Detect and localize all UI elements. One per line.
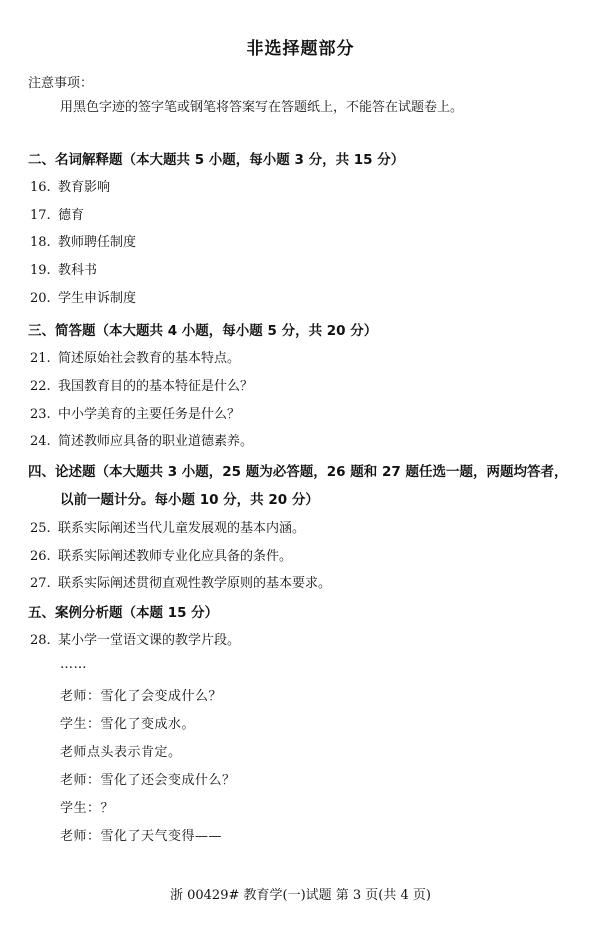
question-28 — [30, 629, 240, 648]
question-22 — [30, 375, 253, 394]
question-18 — [30, 231, 136, 250]
question-text: 德育 — [58, 208, 85, 223]
question-number: 21. — [30, 351, 51, 366]
question-16 — [30, 176, 110, 195]
notice-label: 注意事项： — [28, 76, 94, 91]
question-number: 17. — [30, 208, 51, 223]
section-heading-5: 五、案例分析题（本题 15 分） — [28, 605, 219, 621]
section-heading-3: 三、简答题（本大题共 4 小题，每小题 5 分，共 20 分） — [28, 323, 378, 339]
section-heading-4: 四、论述题（本大题共 3 小题，25 题为必答题，26 题和 27 题任选一题，两题均答者， — [28, 464, 568, 480]
question-number: 24. — [30, 434, 51, 449]
question-text: 某小学一堂语文课的教学片段。 — [58, 633, 241, 648]
notice-text: 用黑色字迹的签字笔或钢笔将答案写在答题纸上，不能答在试题卷上。 — [60, 100, 464, 115]
question-number: 18. — [30, 235, 51, 250]
case-line: 学生：？ — [60, 801, 115, 816]
question-24 — [30, 430, 253, 449]
question-number: 28. — [30, 633, 51, 648]
question-27 — [30, 572, 331, 591]
question-text: 简述教师应具备的职业道德素养。 — [58, 434, 254, 449]
page-footer: 浙 00429# 教育学(一)试题 第 3 页(共 4 页) — [169, 888, 431, 903]
question-number: 26. — [30, 549, 51, 564]
case-line: 学生：雪化了变成水。 — [60, 717, 196, 732]
question-text: 学生申诉制度 — [58, 291, 137, 306]
question-number: 20. — [30, 291, 51, 306]
question-25 — [30, 517, 305, 536]
section-heading-4-cont: 以前一题计分。每小题 10 分，共 20 分） — [60, 492, 319, 508]
question-17 — [30, 204, 84, 223]
section-heading-2: 二、名词解释题（本大题共 5 小题，每小题 3 分，共 15 分） — [28, 152, 405, 168]
question-number: 23. — [30, 407, 51, 422]
question-text: 教师聘任制度 — [58, 235, 137, 250]
case-line: 老师：雪化了会变成什么？ — [60, 689, 223, 704]
question-number: 19. — [30, 263, 51, 278]
question-text: 联系实际阐述贯彻直观性教学原则的基本要求。 — [58, 576, 332, 591]
question-number: 27. — [30, 576, 51, 591]
question-number: 25. — [30, 521, 51, 536]
question-23 — [30, 403, 240, 422]
case-line: 老师：雪化了还会变成什么？ — [60, 773, 236, 788]
question-text: 教科书 — [58, 263, 98, 278]
question-text: 我国教育目的的基本特征是什么？ — [58, 379, 254, 394]
case-line-ellipsis: …… — [60, 657, 87, 672]
question-text: 联系实际阐述教师专业化应具备的条件。 — [58, 549, 293, 564]
question-number: 16. — [30, 180, 51, 195]
case-line: 老师：雪化了天气变得—— — [60, 829, 223, 844]
question-number: 22. — [30, 379, 51, 394]
question-text: 教育影响 — [58, 180, 111, 195]
question-text: 中小学美育的主要任务是什么？ — [58, 407, 241, 422]
question-20 — [30, 287, 136, 306]
question-19 — [30, 259, 97, 278]
case-line: 老师点头表示肯定。 — [60, 745, 182, 760]
question-21 — [30, 347, 240, 366]
question-text: 简述原始社会教育的基本特点。 — [58, 351, 241, 366]
question-26 — [30, 545, 292, 564]
page-title: 非选择题部分 — [246, 39, 355, 59]
question-text: 联系实际阐述当代儿童发展观的基本内涵。 — [58, 521, 306, 536]
